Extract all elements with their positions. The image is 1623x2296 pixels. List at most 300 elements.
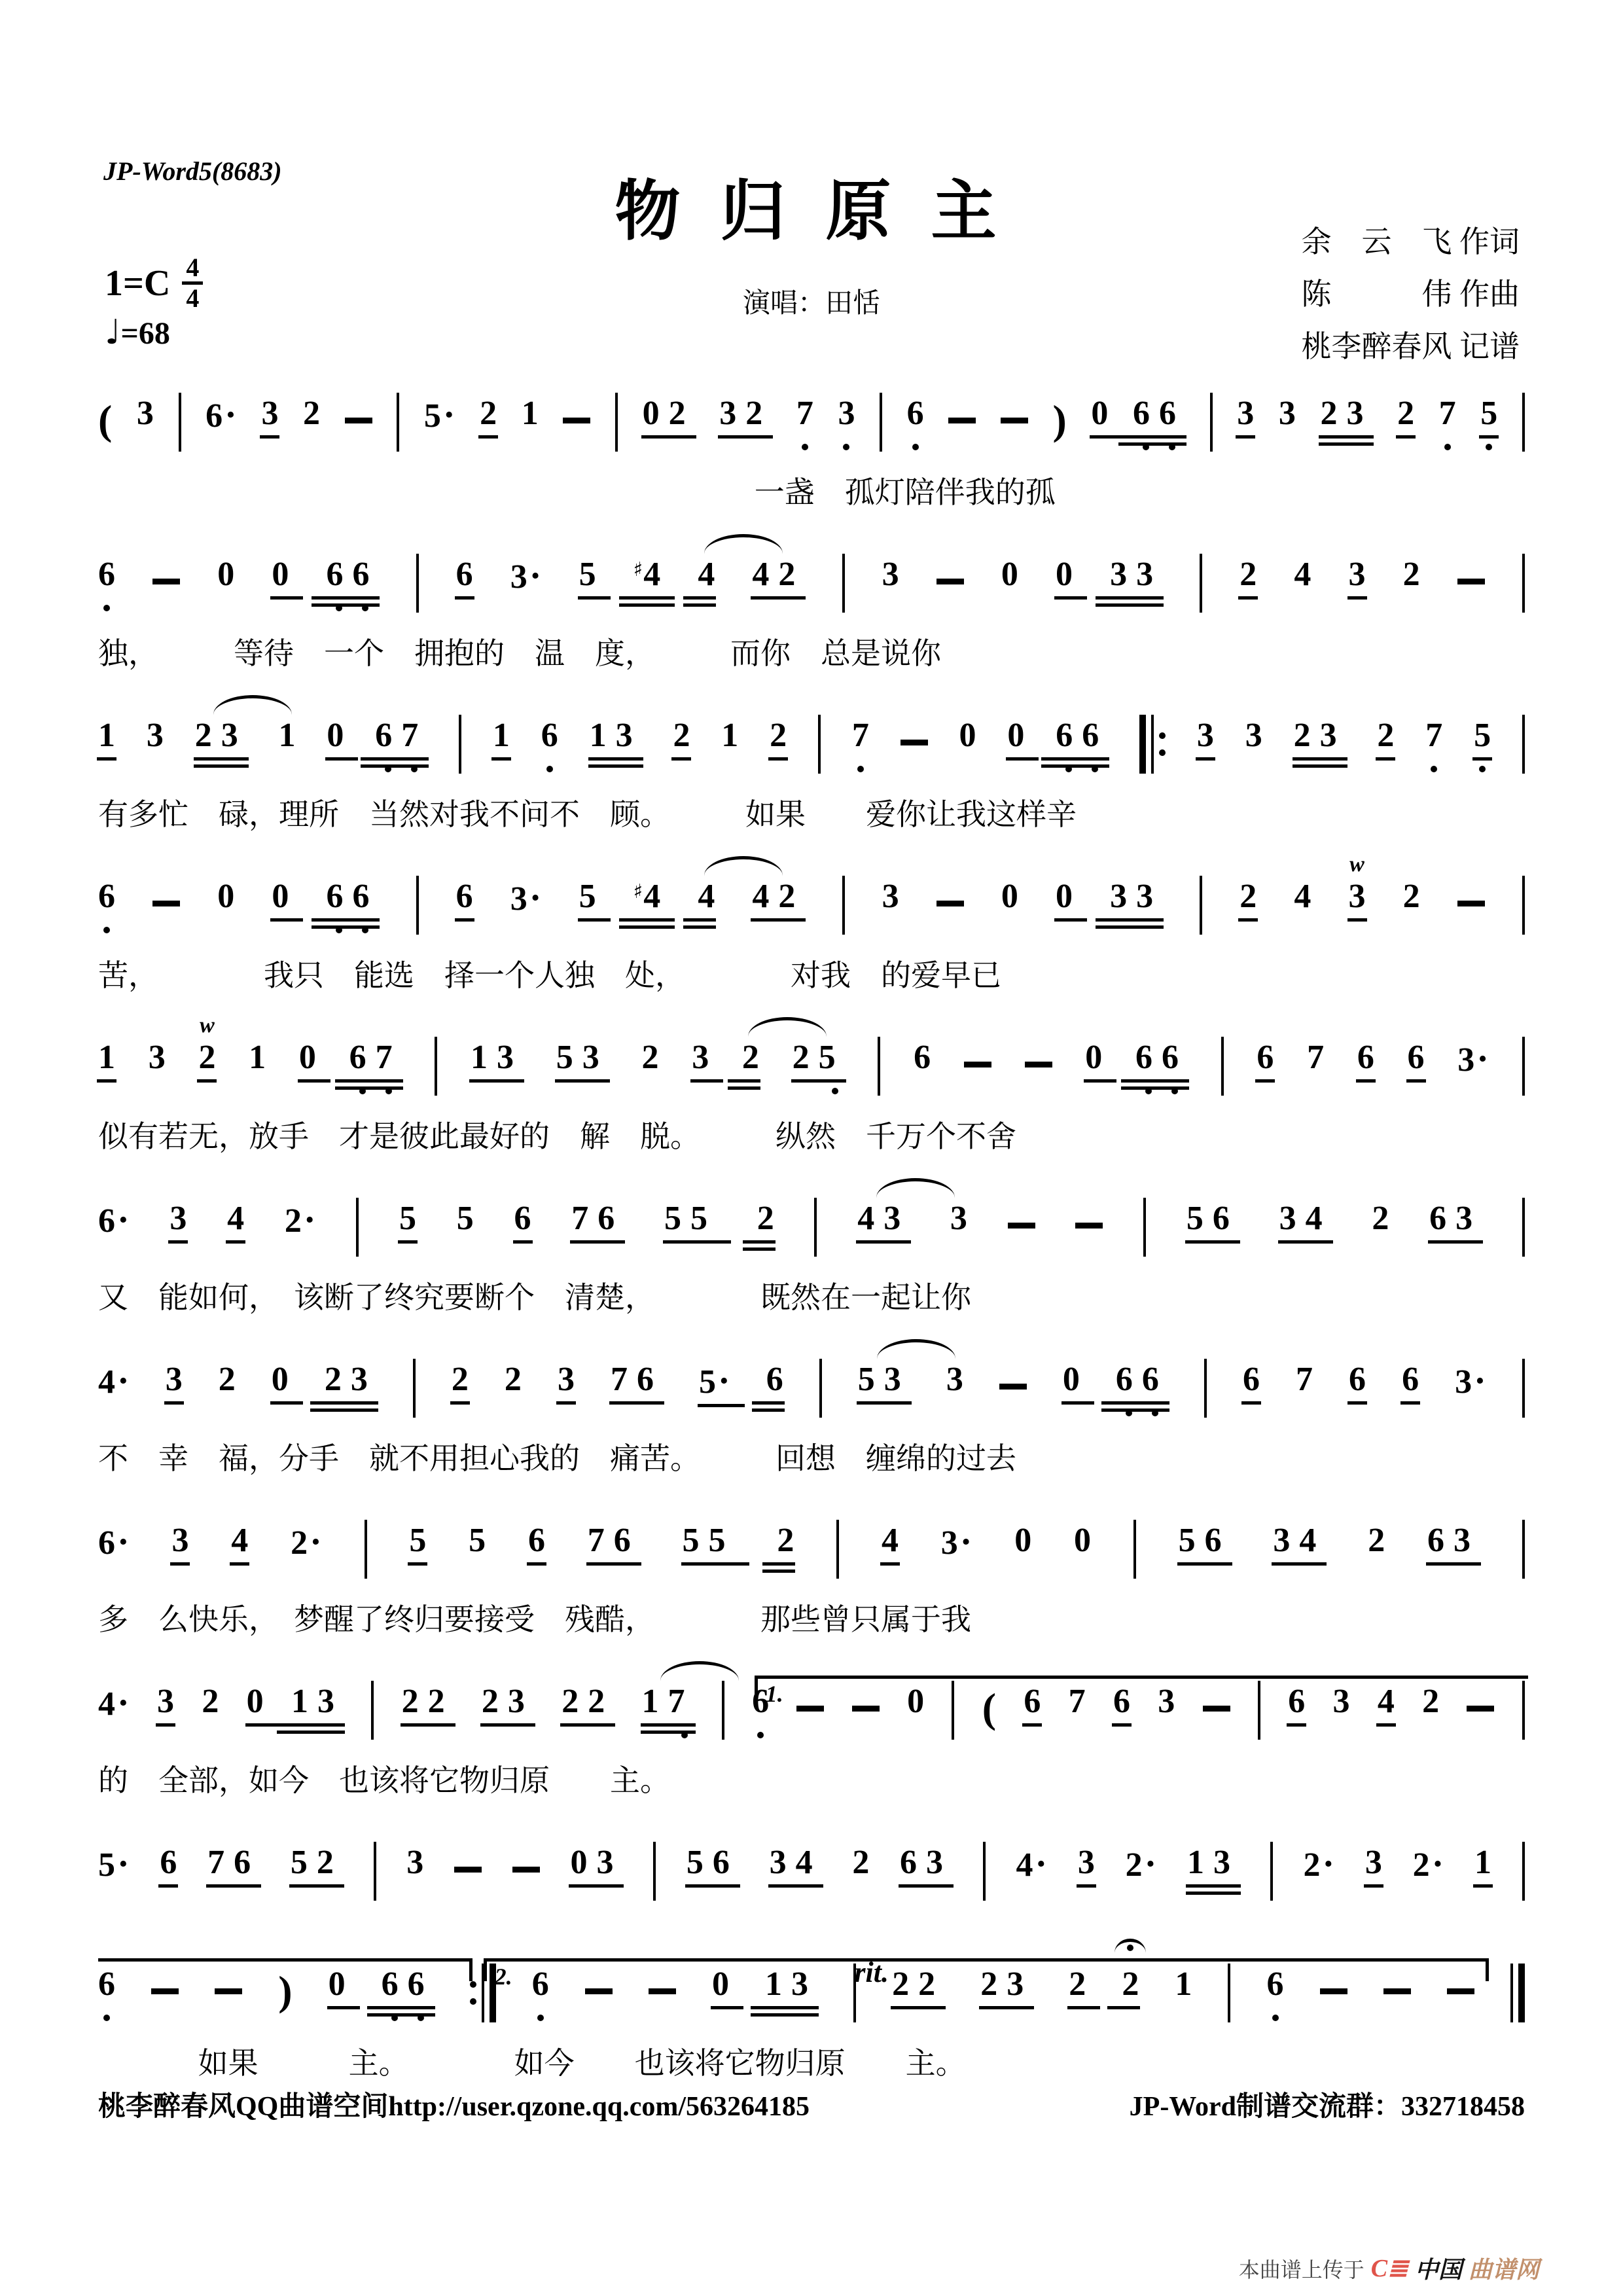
barline	[615, 393, 618, 452]
note-token: 6	[514, 1202, 531, 1236]
beam-underline	[1084, 1079, 1116, 1083]
barline	[435, 1037, 437, 1096]
barline	[416, 554, 419, 613]
duration-dash	[964, 1062, 991, 1067]
beam-underline	[751, 596, 806, 600]
note-token: 6	[1243, 1363, 1260, 1397]
note-token: 2	[641, 1039, 659, 1076]
note-token: 76	[588, 1524, 640, 1558]
beam-underline	[1236, 435, 1255, 439]
duration-dash	[1320, 1988, 1347, 1994]
beam-underline	[97, 757, 116, 761]
note-token: 3	[692, 1041, 709, 1075]
note-token: 0	[1014, 1522, 1032, 1559]
note-token: 6	[1113, 1685, 1130, 1719]
duration-dash	[512, 1867, 540, 1873]
beam-underline	[478, 435, 498, 439]
note-token: 6	[1267, 1967, 1284, 2001]
key-label: 1=C	[105, 262, 171, 304]
note-token: 2	[1402, 556, 1420, 593]
watermark-prefix: 本曲谱上传于	[1238, 2257, 1364, 2282]
beam-underline	[270, 596, 303, 600]
beam-underline	[1426, 1562, 1481, 1566]
beam-underline	[1061, 1401, 1094, 1405]
tie-arc	[877, 1339, 955, 1362]
note-token: 3	[146, 717, 164, 754]
beam-underline	[230, 1562, 249, 1566]
note-token: 3·	[1455, 1361, 1486, 1401]
barline	[459, 715, 461, 774]
beam-underline	[683, 925, 716, 929]
note-token: 0	[1007, 719, 1024, 753]
key-signature	[105, 254, 203, 312]
note-token: 63	[900, 1846, 952, 1880]
note-token: 13	[1187, 1846, 1240, 1880]
beam-underline	[1090, 435, 1122, 439]
duration-dash	[152, 579, 180, 584]
beam-underline	[891, 2006, 946, 2009]
software-watermark: JP-Word5(8683)	[103, 156, 282, 186]
note-token: 23	[195, 719, 247, 753]
note-token: 3	[148, 1039, 166, 1076]
beam-underline	[469, 1079, 524, 1083]
duration-dash	[936, 579, 964, 584]
augmentation-dot: ·	[718, 1361, 730, 1401]
beam-underline	[880, 1562, 900, 1566]
score-body	[98, 353, 1525, 2092]
note-token: 0	[712, 1967, 729, 2001]
beam-underline	[367, 2006, 435, 2009]
beam-underline	[1041, 757, 1109, 761]
meter-numerator: 4	[182, 254, 203, 285]
note-token: 0	[272, 880, 289, 914]
score-line	[98, 852, 1525, 997]
beam-underline	[361, 757, 429, 761]
note-token: 2	[480, 397, 497, 431]
lyrics-line: 又 能如何， 该断了终究要断个 清楚， 既然在一起让你	[98, 1281, 971, 1314]
note-token: 3	[1158, 1683, 1175, 1720]
note-token: 22	[402, 1685, 454, 1719]
note-token: 2	[742, 1041, 759, 1075]
beam-underline	[762, 1570, 795, 1573]
barline	[374, 1842, 376, 1901]
note-token: 2 w	[198, 1041, 215, 1075]
beam-underline	[711, 2006, 743, 2009]
tempo-change-label: rit.	[854, 1956, 889, 1988]
barline	[1522, 1520, 1525, 1579]
note-token: ♯4	[633, 558, 661, 592]
beam-underline	[1118, 435, 1186, 439]
note-token: 6	[528, 1524, 545, 1558]
note-token: 6	[160, 1846, 177, 1880]
augmentation-dot: ·	[117, 1683, 130, 1723]
note-token: 34	[1279, 1202, 1332, 1236]
beam-underline	[1096, 918, 1164, 922]
note-token: 3	[558, 1363, 575, 1397]
beam-underline	[1185, 1240, 1240, 1244]
credits-block	[1302, 216, 1520, 373]
note-token: 0	[272, 1363, 289, 1397]
note-token: 1	[493, 719, 510, 753]
note-token: 6	[1024, 1685, 1041, 1719]
note-token: 4	[227, 1202, 244, 1236]
beam-underline	[270, 918, 303, 922]
barline	[878, 1037, 880, 1096]
note-token: 66	[326, 880, 378, 914]
barline	[356, 1198, 359, 1257]
barline	[983, 1842, 986, 1901]
beam-underline	[718, 435, 773, 439]
beam-underline	[1112, 1723, 1132, 1727]
note-token: 2·	[1412, 1844, 1444, 1884]
note-token: 34	[770, 1846, 822, 1880]
note-token: 0	[247, 1685, 264, 1719]
lyrics-line: 不 幸 福，分手 就不用担心我的 痛苦。 回想 缠绵的过去	[98, 1442, 1016, 1475]
parenthesis: (	[982, 1685, 996, 1731]
octave-dots-below	[1133, 444, 1185, 450]
note-token: 2	[1402, 878, 1420, 915]
note-token: 23	[980, 1967, 1033, 2001]
note-token: 5·	[98, 1844, 130, 1884]
barline	[416, 876, 419, 935]
note-token: 55	[683, 1524, 735, 1558]
note-token: 1	[278, 717, 296, 754]
note-token: 3	[166, 1363, 183, 1397]
note-token: 6	[98, 1967, 115, 2001]
duration-dash	[999, 1384, 1027, 1390]
octave-dots-below	[1116, 1410, 1168, 1416]
note-token: 6	[1408, 1041, 1425, 1075]
note-token: 5	[1480, 397, 1497, 431]
note-token: 2	[1069, 1967, 1086, 2001]
barline	[814, 1198, 817, 1257]
beam-underline	[1347, 596, 1367, 600]
note-token: 1	[1474, 1846, 1491, 1880]
note-token: 7	[852, 719, 869, 753]
score-line	[98, 1354, 1525, 1480]
beam-underline	[560, 1723, 615, 1727]
note-token: 7	[1439, 397, 1456, 431]
beam-underline	[641, 435, 696, 439]
beam-underline	[743, 1240, 776, 1244]
beam-underline	[1293, 757, 1347, 761]
beam-underline	[671, 757, 691, 761]
beam-underline	[455, 918, 474, 922]
beam-underline	[751, 918, 806, 922]
barline	[653, 1842, 656, 1901]
sharp-icon: ♯	[633, 558, 643, 581]
barline	[1522, 393, 1525, 452]
note-token: 3	[1078, 1846, 1095, 1880]
beam-underline	[681, 1562, 749, 1566]
beam-underline	[1278, 1240, 1333, 1244]
beam-underline	[1364, 1884, 1383, 1888]
note-token: 0	[1063, 1363, 1080, 1397]
barline	[1200, 876, 1202, 935]
note-token: 3	[261, 397, 278, 431]
footer-group: JP-Word制谱交流群：332718458	[1129, 2092, 1525, 2122]
note-token: 3	[171, 1524, 188, 1558]
note-token: 03	[570, 1846, 622, 1880]
note-token: 0	[1091, 397, 1108, 431]
note-token: 4	[231, 1524, 248, 1558]
barline	[842, 554, 845, 613]
barline	[1210, 393, 1213, 452]
barline	[1522, 1842, 1525, 1901]
note-token: 6	[98, 558, 115, 592]
note-token: 6	[752, 1685, 769, 1719]
barline	[1522, 1359, 1525, 1418]
note-token: 6	[541, 719, 558, 753]
transcriber-credit: 桃李醉春风 记谱	[1301, 330, 1520, 363]
note-token: 4	[882, 1524, 899, 1558]
beam-underline	[1347, 918, 1367, 922]
beam-underline	[1319, 442, 1374, 446]
barline	[880, 393, 882, 452]
beam-underline	[1376, 757, 1395, 761]
beam-underline	[1255, 1079, 1275, 1083]
note-token: 52	[291, 1846, 343, 1880]
duration-dash	[1203, 1706, 1230, 1712]
note-token: 23	[1320, 397, 1372, 431]
note-token: 6	[766, 1363, 783, 1397]
score-element	[1518, 1964, 1525, 2022]
barline	[842, 876, 845, 935]
note-token: 2	[1122, 1967, 1139, 2001]
note-token: 7	[1296, 1361, 1313, 1398]
barline	[1522, 1037, 1525, 1096]
tie-arc	[213, 695, 292, 718]
augmentation-dot: ·	[117, 1844, 130, 1884]
augmentation-dot: ·	[303, 1200, 316, 1240]
octave-dots-below	[98, 605, 115, 611]
augmentation-dot: ·	[442, 395, 455, 435]
tie-arc	[748, 1017, 827, 1040]
note-token: 66	[1056, 719, 1108, 753]
barline	[397, 393, 399, 452]
beam-underline	[1177, 1562, 1232, 1566]
beam-underline	[1272, 1562, 1327, 1566]
parenthesis: )	[1052, 397, 1067, 443]
note-token: 76	[207, 1846, 260, 1880]
note-token: 17	[642, 1685, 694, 1719]
beam-underline	[408, 1562, 427, 1566]
beam-underline	[1096, 925, 1164, 929]
note-token: 76	[611, 1363, 663, 1397]
site-name-black: 中国	[1414, 2257, 1462, 2283]
beam-underline	[728, 1086, 760, 1090]
beam-underline	[1096, 603, 1164, 607]
beam-underline	[578, 596, 611, 600]
beam-underline	[1287, 1723, 1306, 1727]
note-token: 66	[1135, 1041, 1188, 1075]
note-token: 0	[959, 717, 976, 754]
beam-underline	[690, 1079, 723, 1083]
beam-underline	[1107, 2006, 1140, 2009]
augmentation-dot: ·	[1431, 1844, 1444, 1884]
tempo-value: =68	[120, 316, 170, 351]
duration-dash	[1467, 1706, 1494, 1712]
note-token: 63	[1429, 1202, 1482, 1236]
score-element	[1151, 715, 1154, 774]
note-token: 13	[590, 719, 642, 753]
duration-dash	[1457, 901, 1485, 906]
note-token: 13	[765, 1967, 817, 2001]
note-token: 0	[1074, 1522, 1092, 1559]
note-token: 0	[327, 719, 344, 753]
beam-underline	[857, 1401, 912, 1405]
note-token: 0	[217, 878, 235, 915]
duration-dash	[1447, 1988, 1474, 1994]
duration-dash	[901, 740, 928, 745]
beam-underline	[728, 1079, 760, 1083]
duration-dash	[936, 901, 964, 906]
note-token: 2·	[291, 1522, 322, 1562]
beam-underline	[164, 1401, 184, 1405]
beam-underline	[556, 1401, 576, 1405]
beam-underline	[1473, 1884, 1493, 1888]
sharp-icon: ♯	[633, 880, 643, 903]
octave-dots-below	[1425, 766, 1442, 772]
barline	[1522, 1198, 1525, 1257]
beam-underline	[226, 1240, 245, 1244]
note-token: 66	[326, 558, 378, 592]
note-token: 33	[1110, 880, 1162, 914]
note-token: 4·	[1016, 1844, 1048, 1884]
note-token: 2	[1240, 558, 1257, 592]
score-line	[98, 1013, 1525, 1158]
score-line	[98, 548, 1525, 675]
note-token: 3·	[1457, 1039, 1489, 1079]
beam-underline	[619, 603, 675, 607]
note-token: 2	[504, 1361, 522, 1398]
footer-qq-space: 桃李醉春风QQ曲谱空间http://user.qzone.qq.com/563264185	[98, 2092, 810, 2122]
augmentation-dot: ·	[310, 1522, 322, 1562]
song-title: 物 归 原 主	[615, 175, 1008, 248]
note-token: 0	[1056, 558, 1073, 592]
beam-underline	[1347, 1401, 1367, 1405]
octave-dots-below	[375, 766, 427, 772]
beam-underline	[1022, 1723, 1042, 1727]
duration-dash	[152, 901, 180, 906]
note-token: 6	[532, 1967, 549, 2001]
note-token: 67	[349, 1041, 402, 1075]
octave-dots-below	[98, 927, 115, 933]
barline	[1204, 1359, 1207, 1418]
note-token: 4	[1294, 556, 1311, 593]
octave-dots-below	[1135, 1088, 1188, 1094]
beam-underline	[194, 757, 249, 761]
notation-row	[98, 1013, 1525, 1115]
note-token: 6	[456, 880, 473, 914]
duration-dash	[948, 418, 976, 423]
beam-underline	[158, 1884, 178, 1888]
site-name-tan: 曲谱网	[1468, 2257, 1539, 2283]
duration-dash	[649, 1988, 676, 1994]
score-element	[1510, 1964, 1513, 2022]
beam-underline	[277, 1731, 345, 1734]
site-watermark	[1239, 2251, 1539, 2285]
barline	[819, 1359, 822, 1418]
note-token: 42	[752, 558, 804, 592]
note-token: 2·	[1303, 1844, 1335, 1884]
note-token: 67	[375, 719, 427, 753]
note-token: 6·	[205, 395, 237, 435]
duration-dash	[215, 1988, 242, 1994]
lyricist-credit: 余 云 飞 作词	[1301, 225, 1520, 259]
volta-bracket	[755, 1676, 1528, 1707]
duration-dash	[1001, 418, 1028, 423]
note-token: 0	[272, 558, 289, 592]
volta-label: 1.	[765, 1681, 783, 1707]
beam-underline	[1238, 918, 1258, 922]
lyrics-line: 如果 主。 如今 也该将它物归原 主。	[198, 2047, 966, 2080]
duration-dash	[151, 1988, 179, 1994]
lyrics-line: 苦， 我只 能选 择一个人独 处， 对我 的爱早已	[98, 959, 1001, 992]
note-token: 53	[858, 1363, 910, 1397]
barline	[1522, 715, 1525, 774]
lyrics-line: 一盏 孤灯陪伴我的孤	[754, 476, 1056, 509]
augmentation-dot: ·	[1144, 1844, 1157, 1884]
note-token: 6	[1288, 1685, 1305, 1719]
octave-dots-below	[1056, 766, 1108, 772]
beam-underline	[1356, 1079, 1376, 1083]
note-token: 6	[1402, 1363, 1419, 1397]
note-token: 2	[1368, 1522, 1385, 1559]
note-token: 5	[1474, 719, 1491, 753]
duration-dash	[1457, 579, 1485, 584]
note-token: 56	[687, 1846, 739, 1880]
score-element	[1139, 715, 1146, 774]
note-token: 66	[1133, 397, 1185, 431]
footer	[98, 2085, 1525, 2124]
parenthesis: )	[278, 1967, 293, 2014]
beam-underline	[168, 1240, 188, 1244]
octave-dots-below	[796, 444, 813, 450]
beam-underline	[743, 1247, 776, 1251]
beam-underline	[1479, 435, 1499, 439]
note-token: 2	[757, 1202, 774, 1236]
note-token: 2	[218, 1361, 236, 1398]
note-token: 0	[299, 1041, 316, 1075]
beam-underline	[1054, 596, 1087, 600]
note-token: 56	[1179, 1524, 1231, 1558]
octave-dots-below	[852, 766, 869, 772]
fermata-icon	[1115, 1939, 1146, 1956]
note-token: 2·	[1125, 1844, 1157, 1884]
note-token: 3	[1197, 719, 1214, 753]
beam-underline	[513, 1240, 533, 1244]
notation-row	[98, 709, 1525, 793]
note-token: 1	[98, 719, 115, 753]
score-line	[98, 1676, 1525, 1803]
beam-underline	[751, 2013, 819, 2017]
augmentation-dot: ·	[959, 1522, 972, 1562]
beam-underline	[260, 435, 279, 439]
tie-arc	[704, 534, 783, 557]
note-token: 6	[456, 558, 473, 592]
note-token: 4·	[98, 1683, 130, 1723]
notation-row	[98, 548, 1525, 632]
notation-row	[98, 1354, 1525, 1437]
note-token: 2	[673, 719, 690, 753]
note-token: 2	[1397, 397, 1414, 431]
tie-arc	[660, 1661, 739, 1684]
octave-dots-below	[1267, 2015, 1284, 2021]
beam-underline	[1096, 596, 1164, 600]
note-token: 55	[664, 1202, 717, 1236]
beam-underline	[1186, 1892, 1241, 1895]
